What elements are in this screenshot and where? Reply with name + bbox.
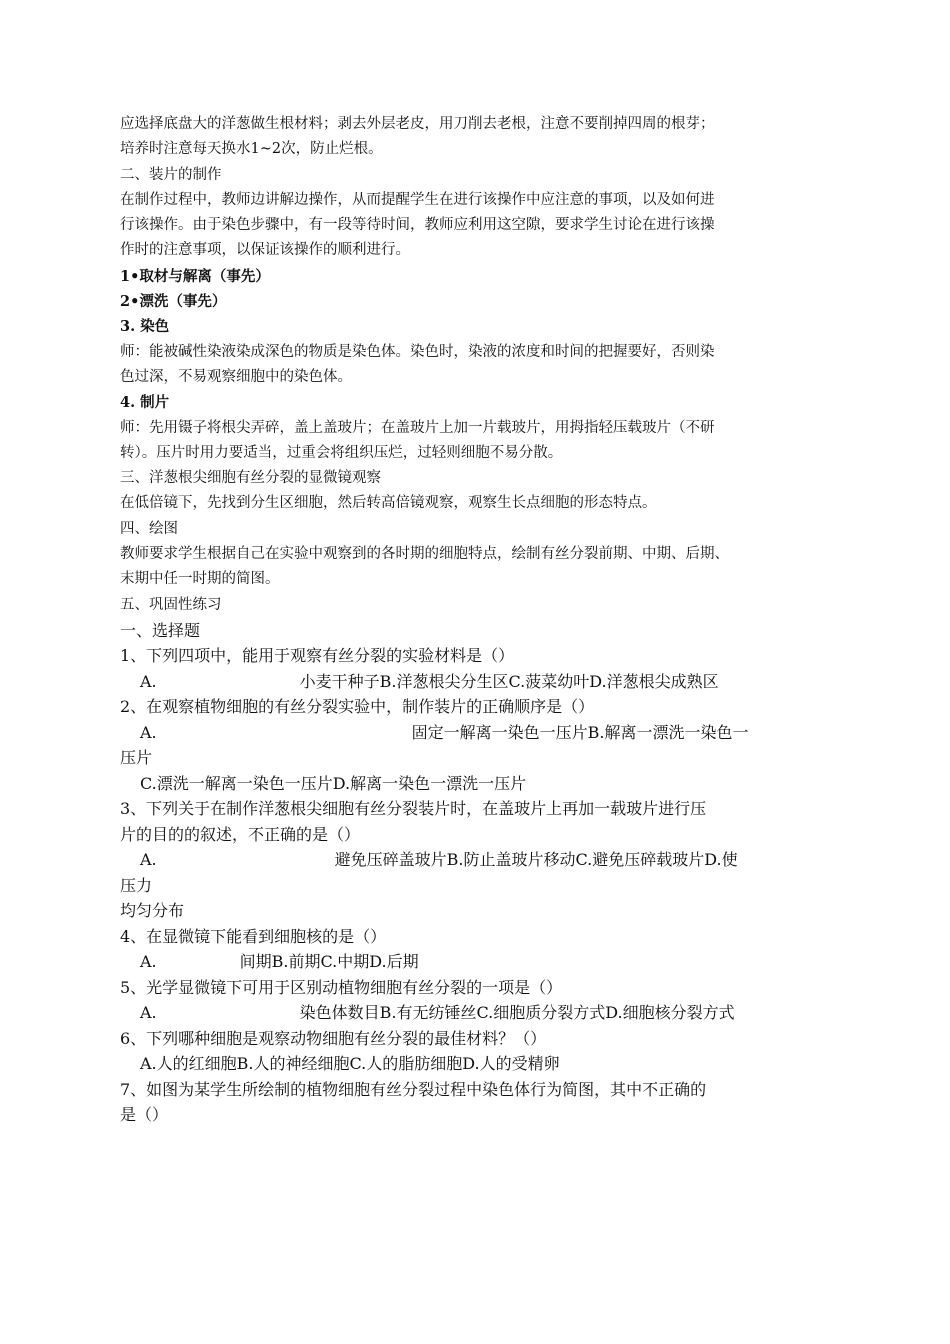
question-4-options [120,949,832,975]
section-3-heading: 三、洋葱根尖细胞有丝分裂的显微镜观察 [120,470,381,487]
option-text: 避免压碎盖玻片B.防止盖玻片移动C.避免压碎载玻片D.使 [334,850,738,870]
option-text: 染色体数目B.有无纺锤丝C.细胞质分裂方式D.细胞核分裂方式 [299,1003,735,1023]
question-5-options [120,1000,832,1026]
step-3-heading: 3. 染色 [120,318,170,336]
section-2-para-line-3: 作时的注意事项，以保证该操作的顺利进行。 [120,242,410,259]
section-4-heading: 四、绘图 [120,520,178,537]
question-1-options [120,669,832,695]
question-1: 1、下列四项中，能用于观察有丝分裂的实验材料是（） [120,646,515,666]
option-label: A. [140,671,157,691]
question-4: 4、在显微镜下能看到细胞核的是（） [120,926,387,946]
question-7-line-1: 7、如图为某学生所绘制的植物细胞有丝分裂过程中染色体行为简图，其中不正确的 [120,1079,707,1099]
question-7-line-2: 是（） [120,1105,169,1125]
option-label: A. [140,850,157,870]
step-2-heading: 2•漂洗（事先） [120,293,227,311]
section-2-para-line-1: 在制作过程中，教师边讲解边操作，从而提醒学生在进行该操作中应注意的事项，以及如何进 [120,191,715,208]
question-3-line-2: 片的目的的叙述，不正确的是（） [120,824,361,844]
question-3-line-1: 3、下列关于在制作洋葱根尖细胞有丝分裂装片时，在盖玻片上再加一载玻片进行压 [120,799,707,819]
intro-line-1: 应选择底盘大的洋葱做生根材料；剥去外层老皮，用刀削去老根，注意不要削掉四周的根芽； [120,116,715,132]
option-text: 固定一解离一染色一压片B.解离一漂洗一染色一 [411,722,749,742]
question-6-options: A.人的红细胞B.人的神经细胞C.人的脂肪细胞D.人的受精卵 [140,1054,560,1074]
step-4-heading: 4. 制片 [120,394,170,412]
question-3-options-cont-2: 均匀分布 [120,901,185,921]
step-1-heading: 1•取材与解离（事先） [120,267,270,285]
question-2: 2、在观察植物细胞的有丝分裂实验中，制作装片的正确顺序是（） [120,697,595,717]
option-label: A. [140,952,157,972]
intro-line-2: 培养时注意每天换水1~2次，防止烂根。 [120,141,383,158]
section-3-para: 在低倍镜下，先找到分生区细胞，然后转高倍镜观察，观察生长点细胞的形态特点。 [120,495,657,512]
question-6: 6、下列哪种细胞是观察动物细胞有丝分裂的最佳材料？（） [120,1028,547,1048]
option-text: 间期B.前期C.中期D.后期 [239,952,419,972]
document-page [120,112,832,1128]
option-label: A. [140,1003,157,1023]
section-5-heading: 五、巩固性练习 [120,596,222,613]
step-4-line-2: 转）。压片时用力要适当，过重会将组织压烂，过轻则细胞不易分散。 [120,444,563,461]
question-2-options-cont: 压片 [120,748,153,768]
step-3-line-1: 师：能被碱性染液染成深色的物质是染色体。染色时，染液的浓度和时间的把握要好，否则染 [120,343,715,360]
question-2-options-2: C.漂洗一解离一染色一压片D.解离一染色一漂洗一压片 [140,773,527,793]
section-4-para-line-2: 末期中任一时期的简图。 [120,571,280,588]
question-3-options [120,847,832,873]
question-2-options [120,720,832,746]
section-2-para-line-2: 行该操作。由于染色步骤中，有一段等待时间，教师应利用这空隙，要求学生讨论在进行该操 [120,217,715,234]
option-text: 小麦干种子B.洋葱根尖分生区C.菠菜幼叶D.洋葱根尖成熟区 [299,671,719,691]
step-3-line-2: 色过深，不易观察细胞中的染色体。 [120,368,352,385]
step-4-line-1: 师：先用镊子将根尖弄碎，盖上盖玻片；在盖玻片上加一片载玻片，用拇指轻压载玻片（不研 [120,419,715,436]
choice-section-heading: 一、选择题 [120,620,201,640]
question-5: 5、光学显微镜下可用于区别动植物细胞有丝分裂的一项是（） [120,977,563,997]
section-4-para-line-1: 教师要求学生根据自己在实验中观察到的各时期的细胞特点，绘制有丝分裂前期、中期、后期、 [120,546,729,563]
section-2-heading: 二、装片的制作 [120,166,222,183]
question-3-options-cont-1: 压力 [120,875,153,895]
option-label: A. [140,722,157,742]
